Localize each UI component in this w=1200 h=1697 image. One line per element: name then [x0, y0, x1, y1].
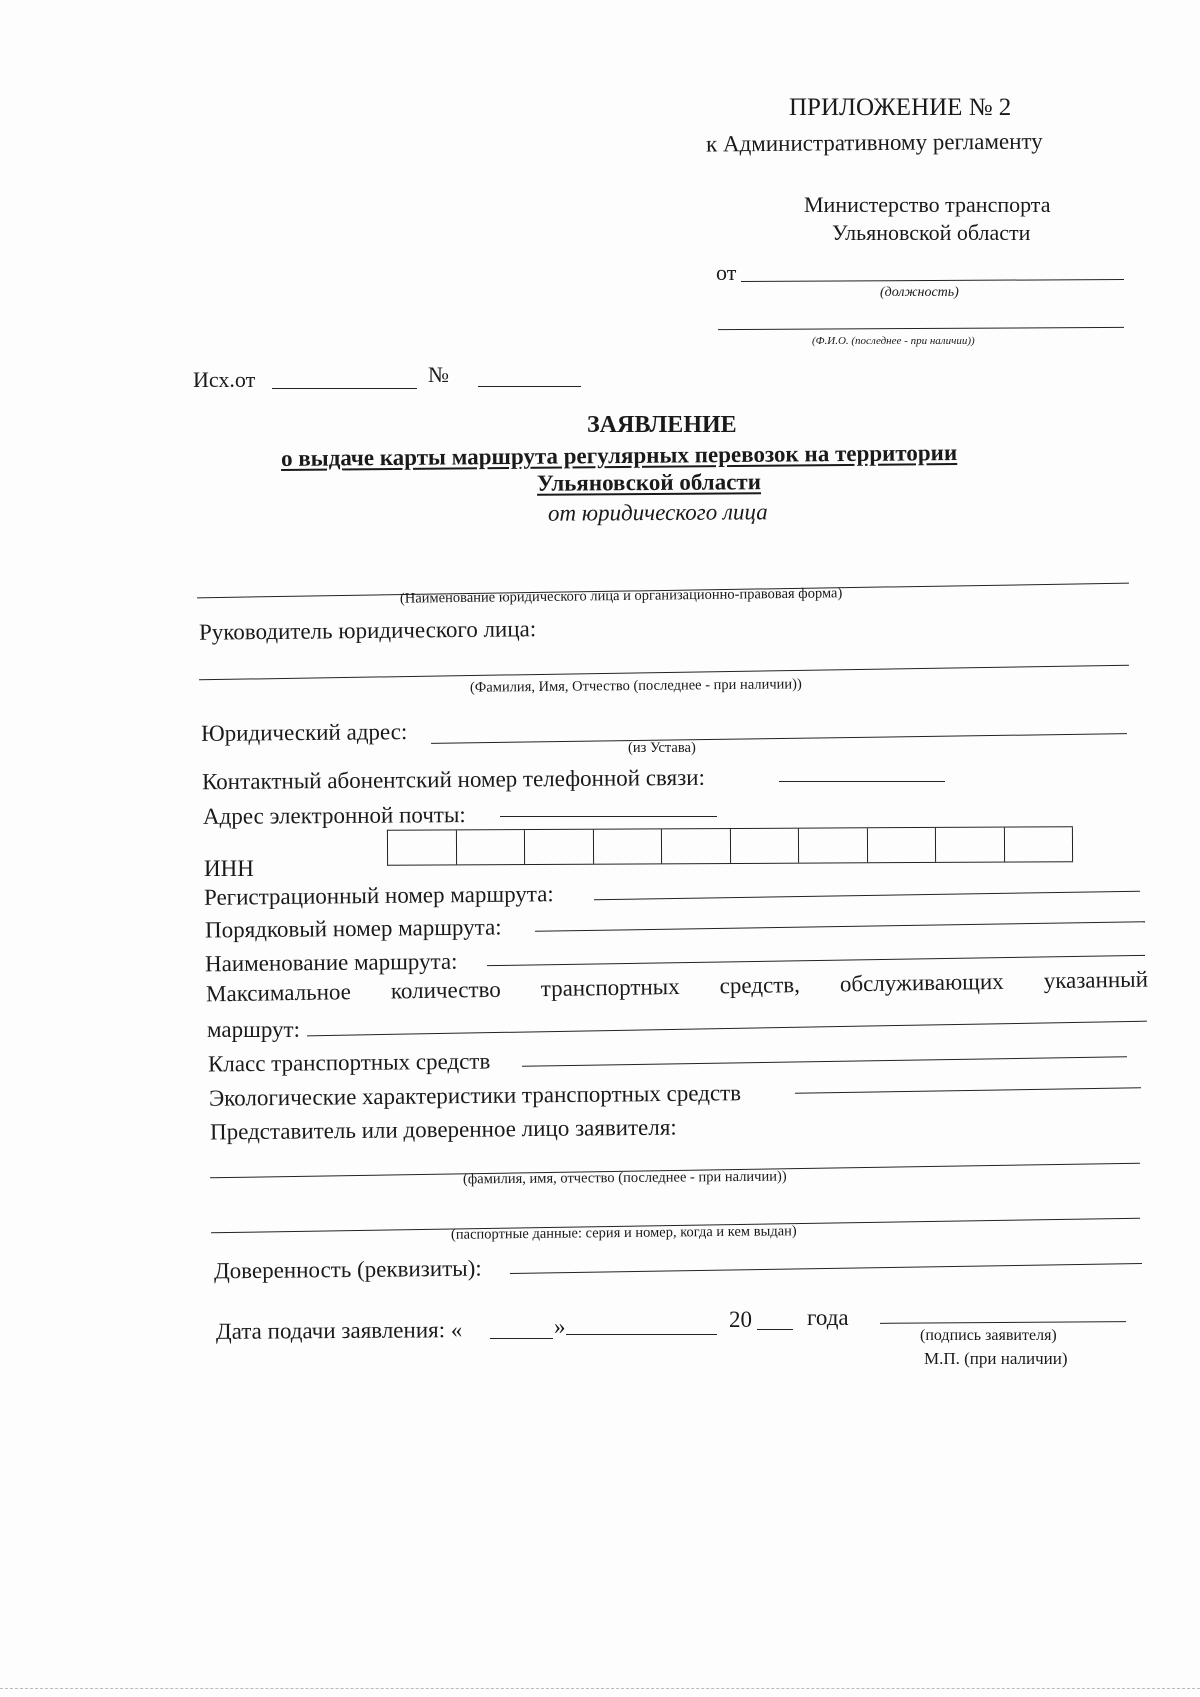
address-field[interactable] [431, 733, 1127, 744]
power-of-attorney-field[interactable] [510, 1263, 1142, 1274]
inn-digit-cell[interactable] [799, 828, 868, 862]
seal-caption: М.П. (при наличии) [924, 1349, 1068, 1368]
eco-label: Экологические характеристики транспортных средств [208, 1080, 742, 1111]
inn-digit-cell[interactable] [730, 829, 799, 863]
max-vehicles-word: количество [390, 976, 501, 1004]
max-vehicles-label-end: маршрут: [207, 1017, 300, 1042]
position-caption: (должность) [880, 285, 959, 300]
max-vehicles-field[interactable] [307, 1021, 1147, 1037]
representative-name-caption: (фамилия, имя, отчество (последнее - при наличии)) [462, 1168, 787, 1188]
ministry-name-line2: Ульяновской области [832, 220, 1031, 245]
max-vehicles-word: указанный [1043, 966, 1149, 994]
date-day-field[interactable] [490, 1338, 553, 1339]
email-label: Адрес электронной почты: [202, 802, 466, 829]
eco-field[interactable] [795, 1087, 1141, 1093]
reg-number-field[interactable] [594, 891, 1140, 901]
phone-label: Контактный абонентский номер телефонной связи: [201, 764, 706, 795]
serial-number-field[interactable] [535, 921, 1145, 932]
appendix-title: ПРИЛОЖЕНИЕ № 2 [789, 94, 1012, 121]
max-vehicles-word: Максимальное [205, 979, 352, 1007]
year-field[interactable] [757, 1329, 793, 1330]
outgoing-date-field[interactable] [272, 388, 417, 389]
max-vehicles-word: обслуживающих [839, 968, 1004, 997]
passport-caption: (паспортные данные: серия и номер, когда и кем выдан) [450, 1223, 797, 1243]
representative-label: Представитель или доверенное лицо заявителя: [209, 1114, 677, 1145]
email-field[interactable] [500, 816, 717, 817]
head-label: Руководитель юридического лица: [198, 616, 537, 645]
fio-field[interactable] [718, 327, 1124, 330]
signature-caption: (подпись заявителя) [920, 1327, 1057, 1344]
reg-number-label: Регистрационный номер маршрута: [203, 881, 554, 910]
address-caption: (из Устава) [628, 740, 696, 756]
date-month-field[interactable] [566, 1334, 717, 1335]
year-suffix: года [807, 1305, 849, 1330]
inn-digit-cell[interactable] [593, 829, 662, 863]
vehicle-class-field[interactable] [522, 1056, 1127, 1067]
date-label: Дата подачи заявления: « [215, 1317, 463, 1344]
head-name-caption: (Фамилия, Имя, Отчество (последнее - при наличии)) [469, 676, 802, 696]
inn-digit-cell[interactable] [867, 828, 936, 862]
ministry-name-line1: Министерство транспорта [804, 192, 1051, 217]
inn-digit-cell[interactable] [388, 830, 457, 864]
date-quote-close: » [554, 1314, 566, 1339]
document-title: ЗАЯВЛЕНИЕ [587, 412, 737, 438]
address-label: Юридический адрес: [200, 719, 408, 746]
inn-digit-cell[interactable] [662, 829, 731, 863]
phone-field[interactable] [779, 781, 945, 782]
max-vehicles-word: средств, [719, 972, 801, 999]
serial-number-label: Порядковый номер маршрута: [204, 914, 502, 943]
route-name-field[interactable] [487, 955, 1145, 966]
inn-digit-cell[interactable] [456, 830, 525, 864]
inn-digit-cell[interactable] [525, 830, 594, 864]
power-of-attorney-label: Доверенность (реквизиты): [213, 1255, 482, 1284]
signature-field[interactable] [880, 1321, 1126, 1324]
org-name-caption: (Наименование юридического лица и организационно-правовая форма) [399, 585, 843, 607]
max-vehicles-word: транспортных [540, 973, 680, 1002]
outgoing-date-label: Исх.от [193, 367, 256, 392]
document-subtitle-line1: о выдаче карты маршрута регулярных перевозок на территории [280, 440, 958, 471]
document-subtitle-line3: от юридического лица [547, 499, 768, 526]
outgoing-number-label: № [428, 362, 449, 387]
from-label: от [716, 260, 737, 285]
inn-grid [387, 826, 1073, 866]
inn-digit-cell[interactable] [1004, 827, 1073, 861]
inn-label: ИНН [204, 856, 254, 881]
outgoing-number-field[interactable] [478, 386, 581, 387]
scan-edge-artifact [0, 1688, 1200, 1689]
route-name-label: Наименование маршрута: [204, 948, 458, 977]
regulation-reference: к Административному регламенту [705, 128, 1043, 157]
position-field[interactable] [741, 279, 1124, 282]
fio-caption: (Ф.И.О. (последнее - при наличии)) [812, 335, 975, 347]
vehicle-class-label: Класс транспортных средств [207, 1048, 491, 1077]
document-subtitle-line2: Ульяновской области [536, 469, 762, 496]
inn-digit-cell[interactable] [936, 828, 1005, 862]
year-prefix: 20 [729, 1307, 752, 1332]
